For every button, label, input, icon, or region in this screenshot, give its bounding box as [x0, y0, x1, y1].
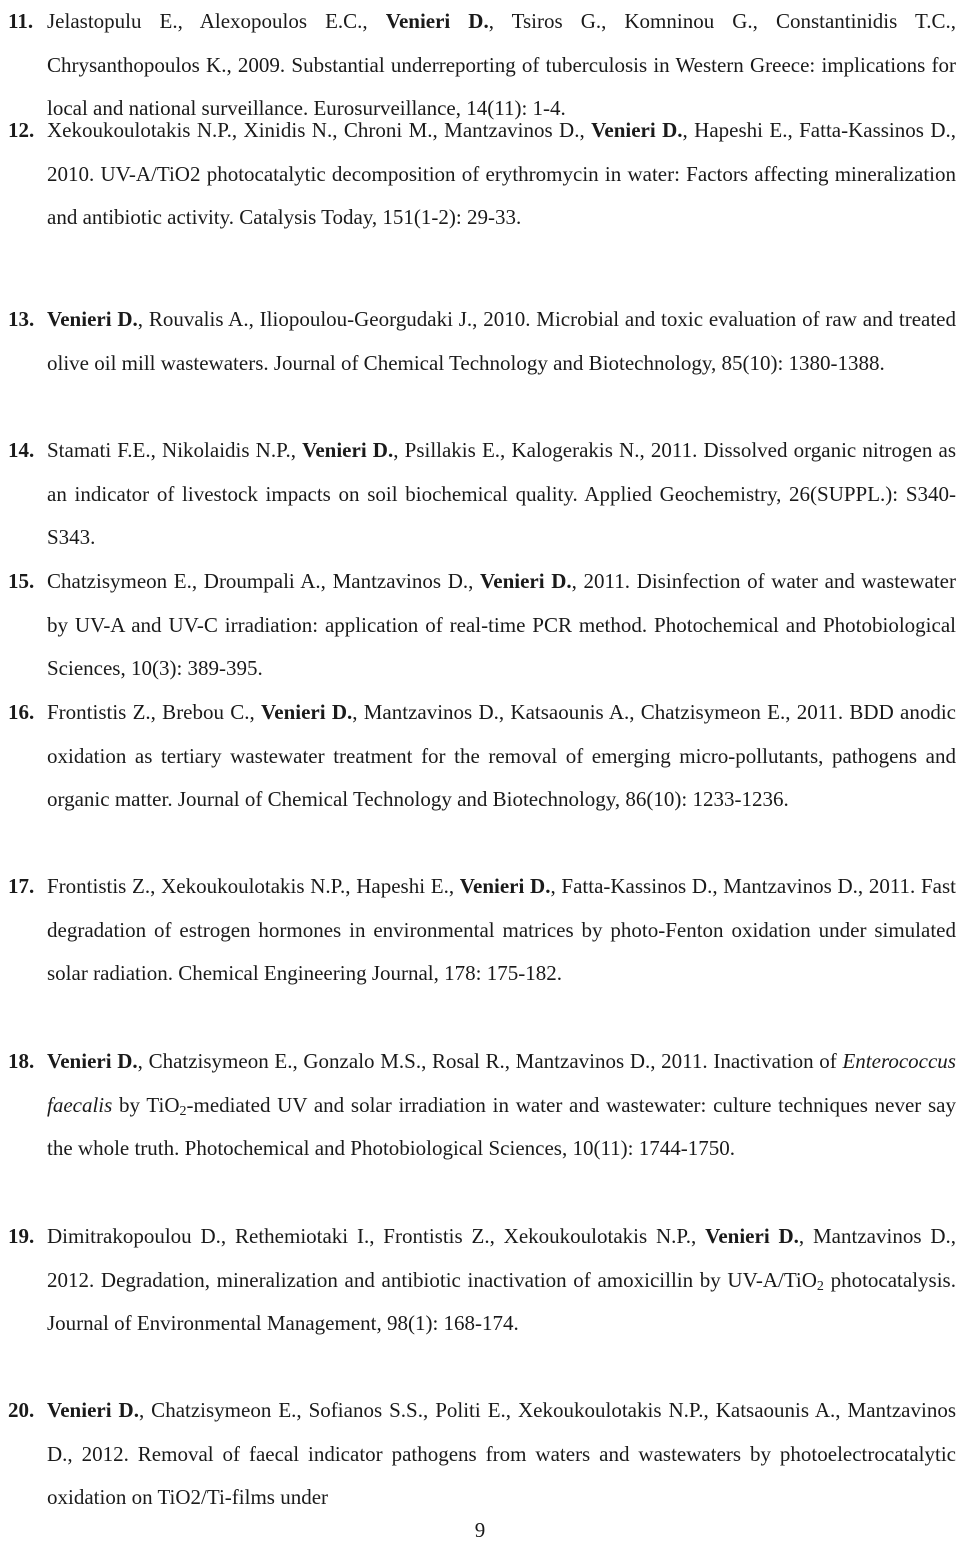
reference-segment: , Psillakis E., Kalogerakis N., 2011. Dissolved organic nitrogen as an indicator of livestock impacts on soil biochemical quality. Applied Geochemistry, 26(SUPPL.): S340-S343.	[47, 438, 957, 550]
highlighted-author: Venieri D.	[47, 307, 138, 331]
reference-number: 18.	[8, 1049, 35, 1073]
reference-text	[47, 560, 956, 691]
reference-segment: , 2011. Disinfection of water and wastewater by UV-A and UV-C irradiation: application of real-time PCR method. Photochemical and Photobiological Sciences, 10(3): 389-395.	[47, 569, 957, 681]
reference-number: 16.	[8, 700, 35, 724]
reference-segment: , Mantzavinos D., Katsaounis A., Chatzisymeon E., 2011. BDD anodic oxidation as tertiary wastewater treatment for the removal of emerging micro-pollutants, pathogens and organic matter. Journal of Chemical Technology and Biotechnology, 86(10): 1233-1236.	[47, 700, 956, 812]
reference-number: 11.	[8, 9, 34, 33]
reference-segment: -mediated UV and solar irradiation in water and wastewater: culture techniques never say the whole truth. Photochemical and Photobiological Sciences, 10(11): 1744-1750.	[47, 1092, 957, 1161]
reference-number: 15.	[8, 569, 35, 593]
reference-text	[47, 1040, 956, 1171]
reference-segment: , Tsiros G., Komninou G., Constantinidis T.C., Chrysanthopoulos K., 2009. Substantial underreporting of tuberculosis in Western Greece: implications for local and national surveillance. Eurosurveillance, 14(11): 1-4.	[47, 9, 956, 121]
reference-segment: Dimitrakopoulou D., Rethemiotaki I., Frontistis Z., Xekoukoulotakis N.P.,	[47, 1224, 706, 1248]
subscript: 2	[816, 1278, 824, 1294]
reference-segment: , Fatta-Kassinos D., Mantzavinos D., 2011. Fast degradation of estrogen hormones in environmental matrices by photo-Fenton oxidation under simulated solar radiation. Chemical Engineering Journal, 178: 175-182.	[47, 874, 957, 986]
reference-text	[47, 109, 956, 240]
highlighted-author: Venieri D.	[705, 1224, 799, 1248]
subscript: 2	[179, 1103, 187, 1119]
reference-segment: , Chatzisymeon E., Sofianos S.S., Politi E., Xekoukoulotakis N.P., Katsaounis A., Mantzavinos D., 2012. Removal of faecal indicator pathogens from waters and wastewaters by photoelectrocatalytic oxidation on TiO2/Ti-films under	[47, 1398, 956, 1510]
highlighted-author: Venieri D.	[591, 118, 683, 142]
reference-segment: Stamati F.E., Nikolaidis N.P.,	[47, 438, 303, 462]
reference-segment: , Rouvalis A., Iliopoulou-Georgudaki J., 2010. Microbial and toxic evaluation of raw and treated olive oil mill wastewaters. Journal of Chemical Technology and Biotechnology, 85(10): 1380-1388.	[47, 307, 956, 375]
reference-text	[47, 1389, 956, 1520]
reference-text	[47, 298, 956, 385]
reference-segment: , Chatzisymeon E., Gonzalo M.S., Rosal R., Mantzavinos D., 2011. Inactivation of	[137, 1049, 843, 1073]
reference-number: 19.	[8, 1224, 35, 1248]
highlighted-author: Venieri D.	[385, 9, 489, 33]
reference-segment: Chatzisymeon E., Droumpali A., Mantzavinos D.,	[47, 569, 481, 593]
reference-text	[47, 1215, 956, 1346]
reference-number: 17.	[8, 874, 35, 898]
page-number: 9	[474, 1518, 486, 1542]
highlighted-author: Venieri D.	[459, 874, 551, 898]
reference-number: 12.	[8, 118, 35, 142]
highlighted-author: Venieri D.	[47, 1049, 138, 1073]
highlighted-author: Venieri D.	[261, 700, 353, 724]
reference-number: 14.	[8, 438, 35, 462]
reference-segment: , Hapeshi E., Fatta-Kassinos D., 2010. UV-A/TiO2 photocatalytic decomposition of erythromycin in water: Factors affecting mineralization and antibiotic activity. Catalysis Today, 151(1-2): 29-33.	[47, 118, 957, 230]
highlighted-author: Venieri D.	[47, 1398, 139, 1422]
reference-segment: Frontistis Z., Xekoukoulotakis N.P., Hapeshi E.,	[47, 874, 460, 898]
reference-number: 20.	[8, 1398, 35, 1422]
highlighted-author: Venieri D.	[480, 569, 572, 593]
reference-text	[47, 429, 956, 560]
reference-text	[47, 691, 956, 822]
reference-number: 13.	[8, 307, 35, 331]
highlighted-author: Venieri D.	[302, 438, 394, 462]
reference-segment: Frontistis Z., Brebou C.,	[47, 700, 262, 724]
reference-segment: by TiO	[112, 1092, 180, 1117]
reference-segment: Jelastopulu E., Alexopoulos E.C.,	[47, 9, 386, 33]
reference-segment: photocatalysis. Journal of Environmental Management, 98(1): 168-174.	[47, 1267, 956, 1336]
reference-segment: Xekoukoulotakis N.P., Xinidis N., Chroni M., Mantzavinos D.,	[47, 118, 592, 142]
species-name: Enterococcus faecalis	[47, 1049, 956, 1117]
reference-text	[47, 865, 956, 996]
reference-segment: , Mantzavinos D., 2012. Degradation, mineralization and antibiotic inactivation of amoxicillin by UV-A/TiO	[47, 1224, 956, 1292]
